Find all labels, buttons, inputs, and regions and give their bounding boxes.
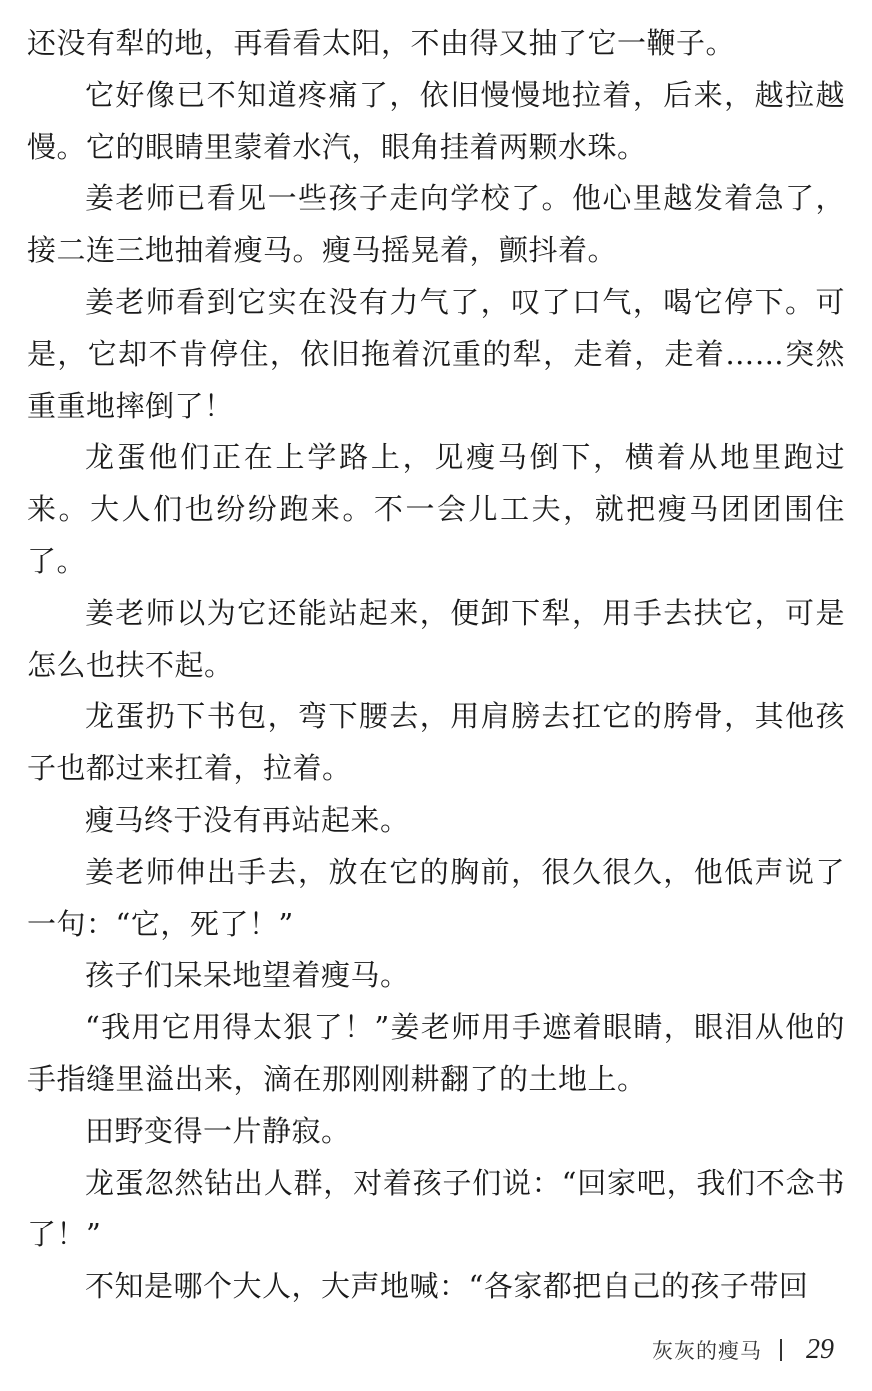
paragraph: 姜老师以为它还能站起来，便卸下犁，用手去扶它，可是怎么也扶不起。 xyxy=(27,595,845,682)
paragraph: 姜老师已看见一些孩子走向学校了。他心里越发着急了，接二连三地抽着瘦马。瘦马摇晃着，颤抖着。 xyxy=(27,181,845,268)
paragraph: 田野变得一片静寂。 xyxy=(85,1113,351,1148)
paragraph: “我用它用得太狠了！”姜老师用手遮着眼睛，眼泪从他的手指缝里溢出来，滴在那刚刚耕翻了的土地上。 xyxy=(27,1010,845,1096)
page-number: 29 xyxy=(806,1334,834,1365)
paragraph: 龙蛋他们正在上学路上，见瘦马倒下，横着从地里跑过来。大人们也纷纷跑来。不一会儿工夫，就把瘦马团团围住了。 xyxy=(27,440,845,578)
page-footer xyxy=(652,1330,834,1370)
paragraph: 龙蛋忽然钻出人群，对着孩子们说：“回家吧，我们不念书了！” xyxy=(27,1165,845,1252)
paragraph: 它好像已不知道疼痛了，依旧慢慢地拉着，后来，越拉越慢。它的眼睛里蒙着水汽，眼角挂着两颗水珠。 xyxy=(27,77,845,164)
running-title: 灰灰的瘦马 xyxy=(652,1339,762,1363)
paragraph: 瘦马终于没有再站起来。 xyxy=(85,802,410,837)
paragraph: 龙蛋扔下书包，弯下腰去，用肩膀去扛它的胯骨，其他孩子也都过来扛着，拉着。 xyxy=(27,699,845,786)
body-text xyxy=(27,18,845,1313)
paragraph: 不知是哪个大人，大声地喊：“各家都把自己的孩子带回 xyxy=(85,1269,809,1304)
paragraph: 姜老师伸出手去，放在它的胸前，很久很久，他低声说了一句：“它，死了！” xyxy=(27,854,845,941)
footer-divider xyxy=(780,1339,782,1361)
paragraph: 还没有犁的地，再看看太阳，不由得又抽了它一鞭子。 xyxy=(27,26,736,60)
paragraph: 姜老师看到它实在没有力气了，叹了口气，喝它停下。可是，它却不肯停住，依旧拖着沉重的犁，走着，走着……突然重重地摔倒了！ xyxy=(27,284,845,423)
paragraph: 孩子们呆呆地望着瘦马。 xyxy=(85,958,410,993)
